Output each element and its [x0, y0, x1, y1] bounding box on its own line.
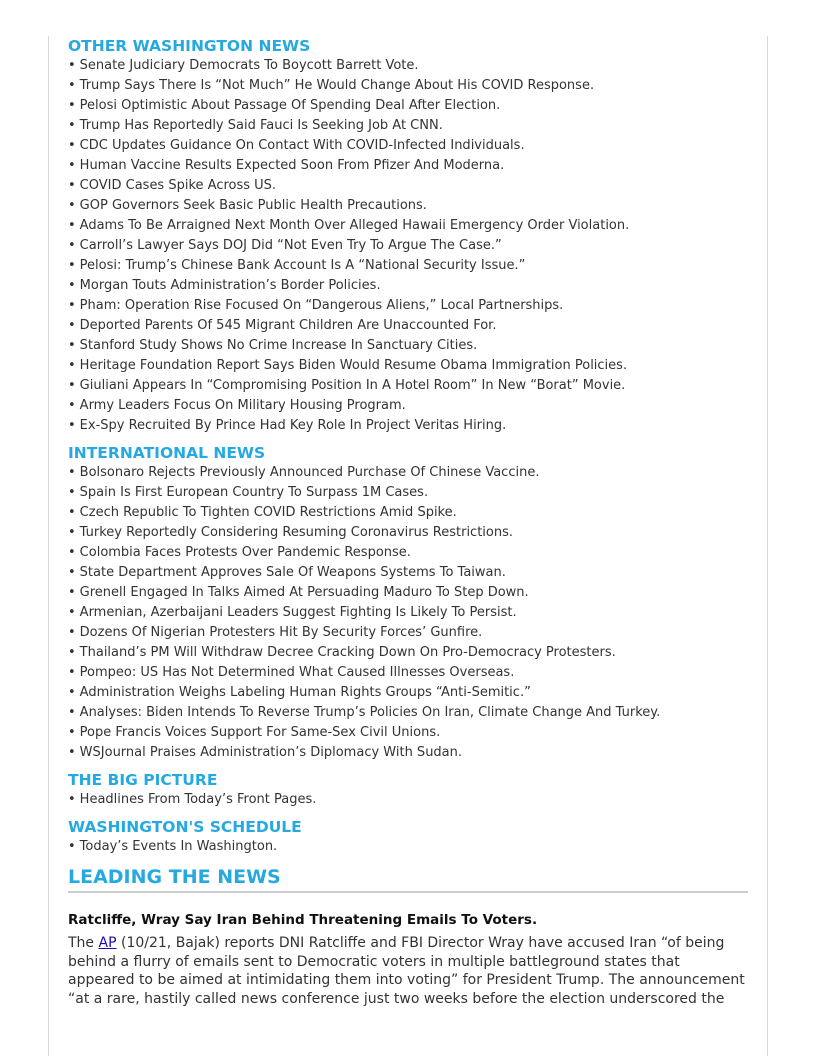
headline-text: Analyses: Biden Intends To Reverse Trump’s Policies On Iran, Climate Change And Turkey.	[79, 705, 661, 720]
bullet-icon: •	[68, 585, 76, 600]
bullet-icon: •	[68, 98, 76, 113]
headline-item[interactable]	[68, 583, 748, 603]
headline-item[interactable]	[68, 790, 748, 810]
headline-text: Dozens Of Nigerian Protesters Hit By Security Forces’ Gunfire.	[79, 625, 483, 640]
headline-text: Morgan Touts Administration’s Border Policies.	[79, 278, 381, 293]
headline-text: CDC Updates Guidance On Contact With COVID-Infected Individuals.	[79, 138, 525, 153]
headline-item[interactable]	[68, 463, 748, 483]
headline-text: Giuliani Appears In “Compromising Position In A Hotel Room” In New “Borat” Movie.	[79, 378, 626, 393]
bullet-icon: •	[68, 839, 76, 854]
bullet-icon: •	[68, 485, 76, 500]
headline-item[interactable]	[68, 156, 748, 176]
bullet-icon: •	[68, 138, 76, 153]
headline-item[interactable]	[68, 176, 748, 196]
big-picture-list	[68, 790, 748, 810]
bullet-icon: •	[68, 745, 76, 760]
headline-item[interactable]	[68, 837, 748, 857]
headline-item[interactable]	[68, 116, 748, 136]
headline-text: WSJournal Praises Administration’s Diplomacy With Sudan.	[79, 745, 463, 760]
headline-text: Trump Has Reportedly Said Fauci Is Seeking Job At CNN.	[79, 118, 443, 133]
schedule-heading: WASHINGTON'S SCHEDULE	[68, 818, 302, 836]
bullet-icon: •	[68, 625, 76, 640]
headline-item[interactable]	[68, 236, 748, 256]
headline-item[interactable]	[68, 256, 748, 276]
bullet-icon: •	[68, 665, 76, 680]
article-body-lead: The	[68, 935, 99, 951]
headline-text: Adams To Be Arraigned Next Month Over Alleged Hawaii Emergency Order Violation.	[79, 218, 630, 233]
bullet-icon: •	[68, 705, 76, 720]
bullet-icon: •	[68, 792, 76, 807]
bullet-icon: •	[68, 238, 76, 253]
washington-news-list	[68, 56, 748, 436]
headline-text: Czech Republic To Tighten COVID Restrictions Amid Spike.	[79, 505, 457, 520]
bullet-icon: •	[68, 565, 76, 580]
headline-item[interactable]	[68, 483, 748, 503]
headline-item[interactable]	[68, 296, 748, 316]
bullet-icon: •	[68, 58, 76, 73]
bullet-icon: •	[68, 685, 76, 700]
headline-item[interactable]	[68, 56, 748, 76]
bullet-icon: •	[68, 178, 76, 193]
headline-text: Administration Weighs Labeling Human Rights Groups “Anti-Semitic.”	[79, 685, 531, 700]
leading-news-heading: LEADING THE NEWS	[68, 864, 748, 893]
bullet-icon: •	[68, 725, 76, 740]
headline-text: Grenell Engaged In Talks Aimed At Persuading Maduro To Step Down.	[79, 585, 529, 600]
headline-item[interactable]	[68, 563, 748, 583]
headline-item[interactable]	[68, 416, 748, 436]
headline-text: Carroll’s Lawyer Says DOJ Did “Not Even Try To Argue The Case.”	[79, 238, 502, 253]
headline-item[interactable]	[68, 603, 748, 623]
headline-text: Today’s Events In Washington.	[79, 839, 278, 854]
bullet-icon: •	[68, 645, 76, 660]
headline-item[interactable]	[68, 276, 748, 296]
international-news-list	[68, 463, 748, 763]
headline-text: COVID Cases Spike Across US.	[79, 178, 277, 193]
headline-text: State Department Approves Sale Of Weapons Systems To Taiwan.	[79, 565, 506, 580]
headline-item[interactable]	[68, 703, 748, 723]
headline-item[interactable]	[68, 316, 748, 336]
bullet-icon: •	[68, 545, 76, 560]
headline-text: Turkey Reportedly Considering Resuming Coronavirus Restrictions.	[79, 525, 514, 540]
bullet-icon: •	[68, 318, 76, 333]
headline-text: Thailand’s PM Will Withdraw Decree Cracking Down On Pro-Democracy Protesters.	[79, 645, 616, 660]
headline-item[interactable]	[68, 663, 748, 683]
big-picture-heading: THE BIG PICTURE	[68, 771, 218, 789]
headline-item[interactable]	[68, 356, 748, 376]
headline-item[interactable]	[68, 136, 748, 156]
article-body-text: (10/21, Bajak) reports DNI Ratcliffe and FBI Director Wray have accused Iran “of being behind a flurry of emails sent to Democratic voters in multiple battleground states that appeared to be aimed at intimidating them into voting” for President Trump. The announcement “at a rare, hastily called news conference just two weeks before the election underscored the	[68, 935, 745, 1007]
headline-item[interactable]	[68, 503, 748, 523]
headline-text: Trump Says There Is “Not Much” He Would Change About His COVID Response.	[79, 78, 595, 93]
headline-text: Pompeo: US Has Not Determined What Caused Illnesses Overseas.	[79, 665, 515, 680]
bullet-icon: •	[68, 338, 76, 353]
headline-text: Ex-Spy Recruited By Prince Had Key Role In Project Veritas Hiring.	[79, 418, 507, 433]
headline-item[interactable]	[68, 216, 748, 236]
headline-item[interactable]	[68, 396, 748, 416]
headline-text: Deported Parents Of 545 Migrant Children Are Unaccounted For.	[79, 318, 497, 333]
headline-item[interactable]	[68, 96, 748, 116]
bullet-icon: •	[68, 418, 76, 433]
bullet-icon: •	[68, 198, 76, 213]
bullet-icon: •	[68, 525, 76, 540]
headline-text: Pelosi: Trump’s Chinese Bank Account Is A “National Security Issue.”	[79, 258, 526, 273]
washington-news-heading: OTHER WASHINGTON NEWS	[68, 37, 311, 55]
headline-text: Pope Francis Voices Support For Same-Sex Civil Unions.	[79, 725, 441, 740]
headline-text: Army Leaders Focus On Military Housing Program.	[79, 398, 406, 413]
bullet-icon: •	[68, 358, 76, 373]
headline-text: Pham: Operation Rise Focused On “Dangerous Aliens,” Local Partnerships.	[79, 298, 564, 313]
left-border	[48, 36, 49, 1056]
bullet-icon: •	[68, 465, 76, 480]
headline-text: Stanford Study Shows No Crime Increase In Sanctuary Cities.	[79, 338, 478, 353]
headline-text: Human Vaccine Results Expected Soon From Pfizer And Moderna.	[79, 158, 505, 173]
headline-item[interactable]	[68, 543, 748, 563]
right-border	[767, 36, 768, 1056]
headline-text: Colombia Faces Protests Over Pandemic Response.	[79, 545, 411, 560]
international-news-heading: INTERNATIONAL NEWS	[68, 444, 266, 462]
bullet-icon: •	[68, 298, 76, 313]
bullet-icon: •	[68, 158, 76, 173]
headline-text: GOP Governors Seek Basic Public Health Precautions.	[79, 198, 427, 213]
headline-item[interactable]	[68, 196, 748, 216]
headline-text: Pelosi Optimistic About Passage Of Spending Deal After Election.	[79, 98, 501, 113]
headline-text: Heritage Foundation Report Says Biden Would Resume Obama Immigration Policies.	[79, 358, 628, 373]
headline-item[interactable]	[68, 523, 748, 543]
headline-item[interactable]	[68, 376, 748, 396]
headline-text: Bolsonaro Rejects Previously Announced Purchase Of Chinese Vaccine.	[79, 465, 540, 480]
bullet-icon: •	[68, 378, 76, 393]
article-body	[68, 934, 750, 1008]
headline-item[interactable]	[68, 683, 748, 703]
bullet-icon: •	[68, 258, 76, 273]
schedule-list	[68, 837, 748, 857]
headline-item[interactable]	[68, 643, 748, 663]
headline-text: Armenian, Azerbaijani Leaders Suggest Fighting Is Likely To Persist.	[79, 605, 517, 620]
headline-item[interactable]	[68, 623, 748, 643]
ap-source-link[interactable]: AP	[98, 935, 117, 951]
bullet-icon: •	[68, 505, 76, 520]
bullet-icon: •	[68, 605, 76, 620]
headline-text: Spain Is First European Country To Surpass 1M Cases.	[79, 485, 429, 500]
headline-text: Headlines From Today’s Front Pages.	[79, 792, 317, 807]
article-title: Ratcliffe, Wray Say Iran Behind Threatening Emails To Voters.	[68, 912, 538, 928]
headline-item[interactable]	[68, 743, 748, 763]
headline-text: Senate Judiciary Democrats To Boycott Barrett Vote.	[79, 58, 419, 73]
bullet-icon: •	[68, 278, 76, 293]
bullet-icon: •	[68, 398, 76, 413]
bullet-icon: •	[68, 78, 76, 93]
headline-item[interactable]	[68, 76, 748, 96]
headline-item[interactable]	[68, 723, 748, 743]
newsletter-content	[68, 36, 748, 1008]
headline-item[interactable]	[68, 336, 748, 356]
bullet-icon: •	[68, 218, 76, 233]
bullet-icon: •	[68, 118, 76, 133]
